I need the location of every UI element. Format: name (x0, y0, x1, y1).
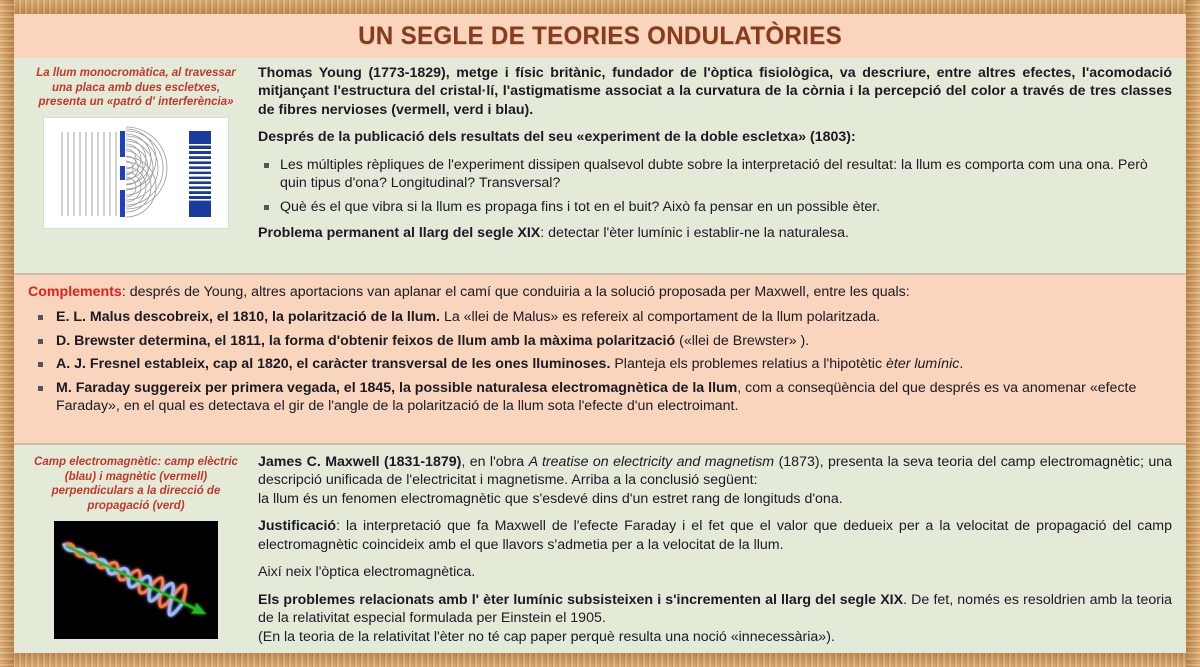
young-problem-text: : detectar l'èter lumínic i establir-ne la naturalesa. (540, 225, 849, 242)
maxwell-book-title: A treatise on electricity and magnetism (528, 454, 775, 470)
young-experiment-heading: Després de la publicació dels resultats del seu «experiment de la doble escletxa» (1803): (258, 129, 856, 146)
maxwell-paragraph-3 (258, 563, 1172, 581)
electromagnetic-wave-diagram (54, 521, 218, 639)
double-slit-svg (44, 118, 228, 228)
complements-list (28, 308, 1172, 415)
frame-top-edge (0, 0, 1200, 14)
frame-left-edge (0, 0, 14, 667)
maxwell-figure-caption: Camp electromagnètic: camp elèctric (blau) i magnètic (vermell) perpendiculars a la direcció de propagació (verd) (34, 456, 238, 513)
list-item (28, 355, 1172, 373)
section-complements (14, 275, 1186, 443)
complement-2-italic: èter lumínic (885, 356, 960, 373)
maxwell-conclusion: la llum és un fenomen electromagnètic que s'esdevé dins d'un estret rang de longituds d'ona. (258, 490, 843, 507)
title-band (14, 14, 1186, 58)
list-item (258, 156, 1172, 193)
young-paragraph-2 (258, 128, 1172, 146)
maxwell-paragraph-4 (258, 591, 1172, 646)
complement-2-rest: Planteja els problemes relatius a l'hipotètic (610, 356, 886, 373)
young-text-column (248, 64, 1176, 273)
young-paragraph-1 (258, 64, 1172, 119)
maxwell-p1b: , en l'obra (461, 454, 529, 470)
em-wave-svg (54, 521, 218, 639)
maxwell-optics-statement: Així neix l'òptica electromagnètica. (258, 564, 476, 581)
maxwell-figure-column (24, 453, 248, 653)
young-problem-label: Problema permanent al llarg del segle XIX (258, 225, 541, 242)
maxwell-p1c: (1873), presenta la seva teoria del camp electromagnètic; una descripció unificada de l'electricitat i magnetisme. Arriba a la conclusió següent: (258, 454, 1172, 489)
slide-content (14, 14, 1186, 653)
young-bullet-list (258, 156, 1172, 216)
maxwell-ether-label: Els problemes relacionats amb l' èter lumínic subsisteixen i s'incrementen al llarg del segle XIX (258, 591, 904, 608)
maxwell-relativity-note: (En la teoria de la relativitat l'èter no té cap paper perquè resulta una noció «innecessària»). (258, 628, 835, 645)
double-slit-interference-diagram (43, 117, 229, 229)
complements-lead-text: : després de Young, altres aportacions van aplanar el camí que conduiria a la solució proposada per Maxwell, entre les quals: (121, 284, 910, 300)
complement-0-rest: La «llei de Malus» es refereix al comportament de la llum polaritzada. (440, 309, 881, 326)
young-name: Thomas Young (1773-1829), metge i físic britànic, fundador de l'òptica fisiològica, va descriure, entre altres efectes, l'acomodació mitjançant l'estructura del cristal·lí, l'astigmatisme associat a la curvatura de la còrnia i la percepció del color a través de tres classes de fibres nervioses (vermell, verd i blau). (258, 65, 1172, 118)
young-bullet-2: Què és el que vibra si la llum es propaga fins i tot en el buit? Això fa pensar en un possible èter. (280, 198, 881, 215)
maxwell-ether-text: . De fet, només es resoldrien amb la teoria de la relativitat especial formulada per Einstein el 1905. (258, 591, 1172, 627)
complement-1-bold: D. Brewster determina, el 1811, la forma d'obtenir feixos de llum amb la màxima polarització (56, 332, 676, 349)
complement-3-rest: , com a conseqüència del que després es va anomenar «efecte Faraday», en el qual es detectava el gir de l'angle de la polarització de la llum sota l'efecte d'un electroimant. (56, 379, 1137, 415)
section-maxwell (14, 445, 1186, 653)
maxwell-paragraph-2 (258, 517, 1172, 554)
interference-fringes (189, 131, 211, 217)
maxwell-justification-label: Justificació (258, 518, 337, 535)
complement-0-bold: E. L. Malus descobreix, el 1810, la polarització de la llum. (56, 309, 440, 326)
complements-lead (28, 283, 1172, 301)
complement-1-rest: («llei de Brewster» ). (675, 332, 810, 349)
section-young (14, 58, 1186, 273)
maxwell-name: James C. Maxwell (1831-1879) (258, 454, 462, 470)
maxwell-justification-text: : la interpretació que fa Maxwell de l'efecte Faraday i el fet que el valor que dedueix per a la velocitat de propagació del camp electromagnètic coincideix amb el que llavors s'admetia per a la velocitat de la llum. (258, 518, 1172, 553)
complement-3-bold: M. Faraday suggereix per primera vegada, el 1845, la possible naturalesa electromagnètica de la llum (56, 379, 738, 396)
young-figure-column (24, 64, 248, 273)
maxwell-paragraph-1 (258, 453, 1172, 508)
young-paragraph-3 (258, 224, 1172, 242)
frame-right-edge (1186, 0, 1200, 667)
list-item (258, 198, 1172, 216)
young-bullet-1: Les múltiples rèpliques de l'experiment dissipen qualsevol dubte sobre la interpretació del resultat: la llum es comporta com una ona. Però quin tipus d'ona? Longitudinal? Transversal? (280, 156, 1148, 192)
complement-2-bold: A. J. Fresnel estableix, cap al 1820, el caràcter transversal de les ones lluminoses. (56, 356, 611, 373)
young-figure-caption: La llum monocromàtica, al travessar una placa amb dues escletxes, presenta un «patró d' interferència» (36, 67, 236, 109)
list-item (28, 308, 1172, 326)
complements-keyword: Complements (28, 284, 122, 300)
frame-bottom-edge (0, 653, 1200, 667)
list-item (28, 379, 1172, 416)
page-title: UN SEGLE DE TEORIES ONDULATÒRIES (358, 21, 842, 50)
complement-2-tail: . (959, 356, 964, 373)
list-item (28, 332, 1172, 350)
maxwell-text-column (248, 453, 1176, 653)
